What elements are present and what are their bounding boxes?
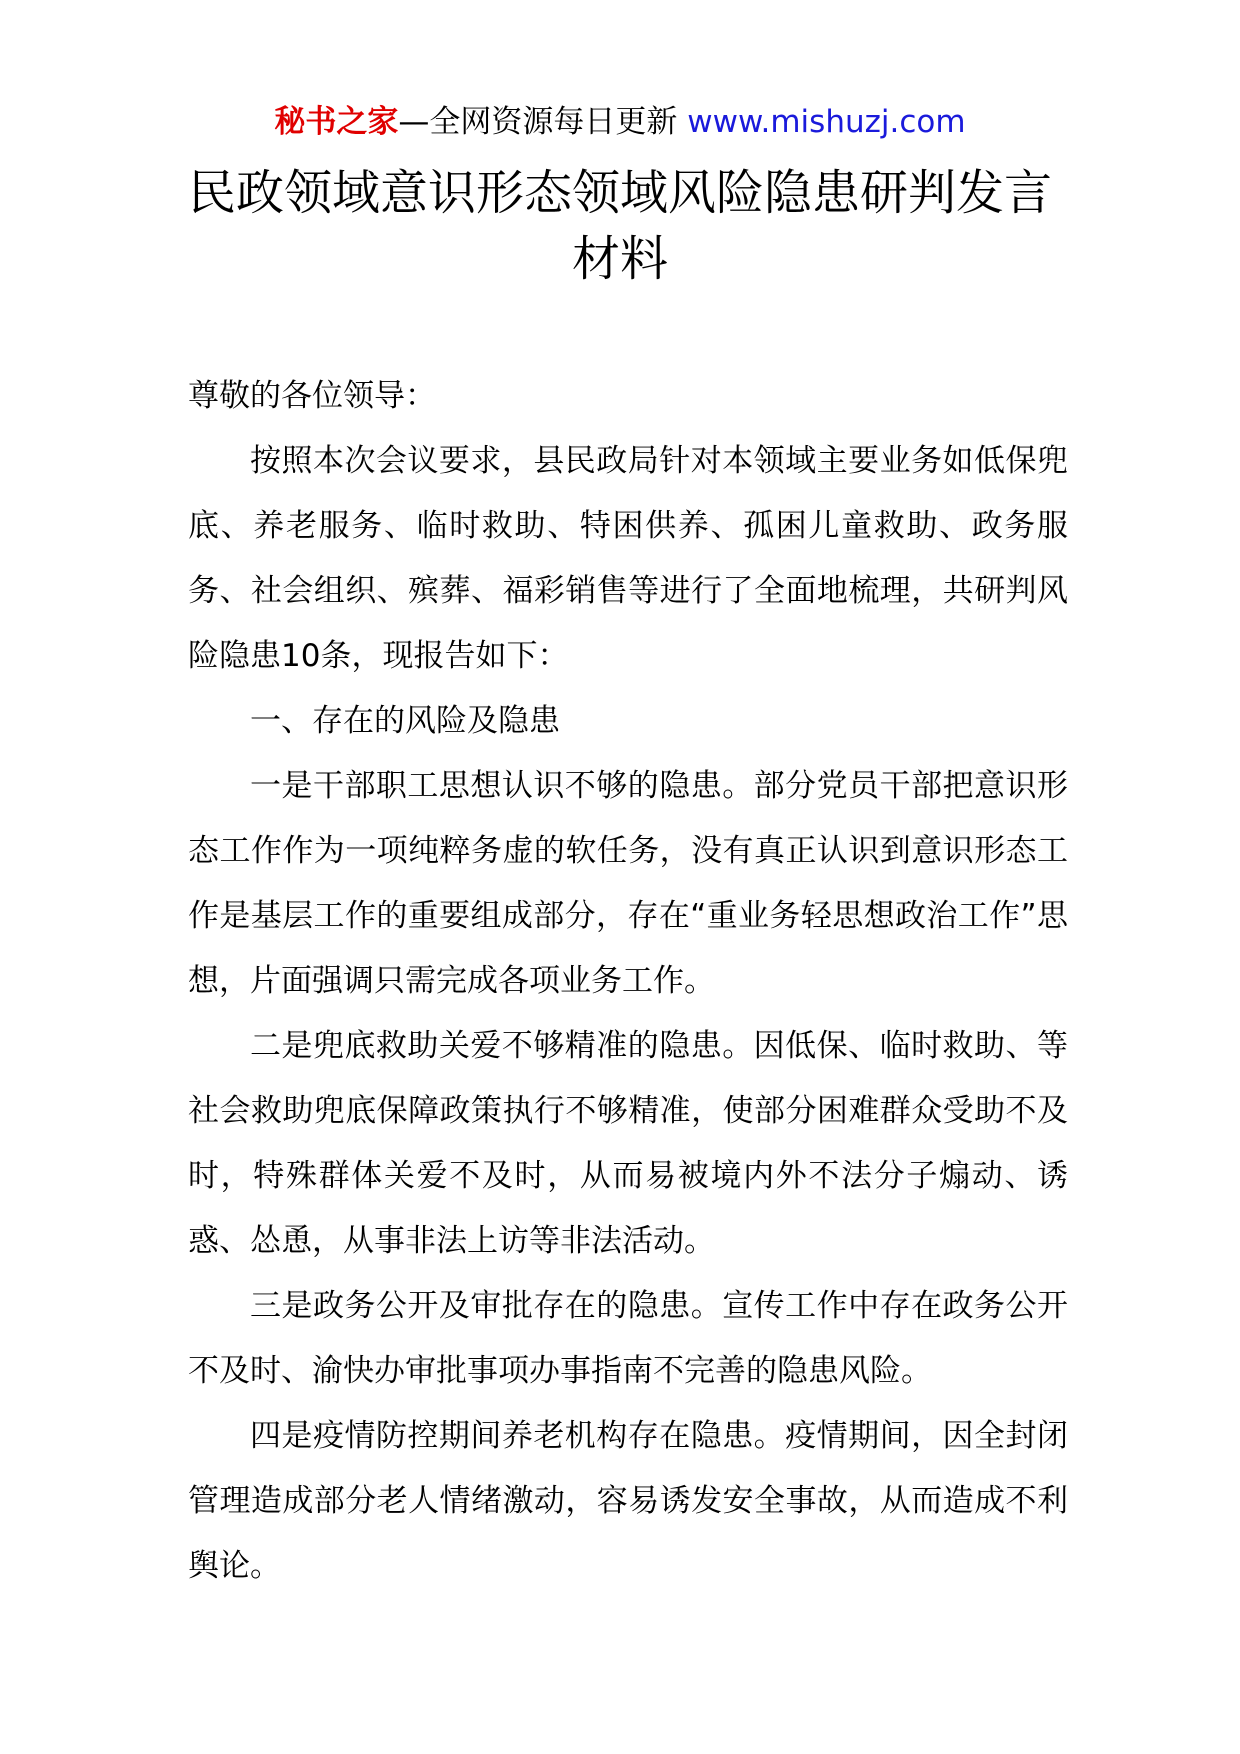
paragraph-risk-4: 四是疫情防控期间养老机构存在隐患。疫情期间，因全封闭管理造成部分老人情绪激动，容易诱发安全事故，从而造成不利舆论。 [188, 1418, 1068, 1584]
paragraph-risk-2: 二是兜底救助关爱不够精准的隐患。因低保、临时救助、等社会救助兜底保障政策执行不够精准，使部分困难群众受助不及时，特殊群体关爱不及时，从而易被境内外不法分子煽动、诱惑、怂恿，从事非法上访等非法活动。 [188, 1028, 1068, 1259]
brand-name: 秘书之家 [274, 104, 399, 140]
paragraph-intro: 按照本次会议要求，县民政局针对本领域主要业务如低保兜底、养老服务、临时救助、特困供养、孤困儿童救助、政务服务、社会组织、殡葬、福彩销售等进行了全面地梳理，共研判风险隐患10条，现报告如下： [188, 443, 1068, 674]
header-slogan: —全网资源每日更新 [398, 104, 688, 140]
document-body [188, 364, 1068, 1599]
document-title: 民政领域意识形态领域风险隐患研判发言材料 [187, 165, 1052, 287]
section-heading-risks: 一、存在的风险及隐患 [250, 703, 560, 739]
paragraph-risk-1: 一是干部职工思想认识不够的隐患。部分党员干部把意识形态工作作为一项纯粹务虚的软任务，没有真正认识到意识形态工作是基层工作的重要组成部分，存在“重业务轻思想政治工作”思想，片面强调只需完成各项业务工作。 [188, 768, 1068, 999]
site-header [0, 98, 1240, 146]
site-url-link[interactable]: www.mishuzj.com [687, 104, 966, 140]
salutation: 尊敬的各位领导： [188, 378, 436, 414]
paragraph-risk-3: 三是政务公开及审批存在的隐患。宣传工作中存在政务公开不及时、渝快办审批事项办事指南不完善的隐患风险。 [188, 1288, 1068, 1389]
